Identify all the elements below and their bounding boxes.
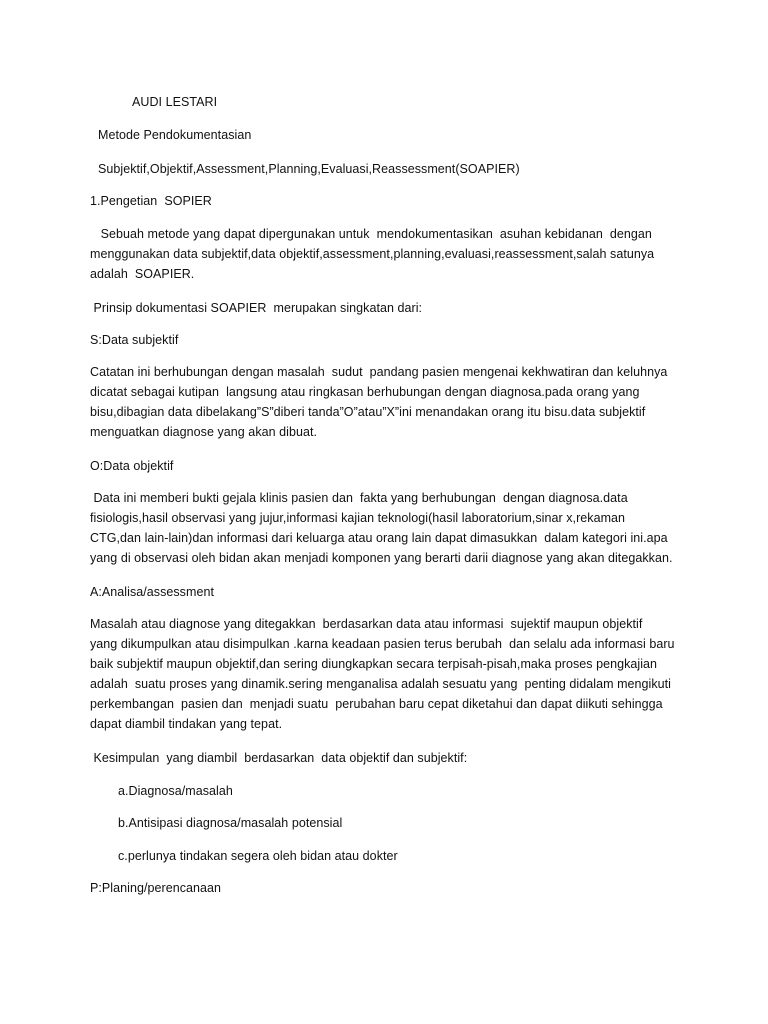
s-paragraph-line: dicatat sebagai kutipan langsung atau ringkasan berhubungan dengan diagnosa.pada orang yang [90,385,640,399]
a-paragraph-line: Masalah atau diagnose yang ditegakkan berdasarkan data atau informasi sujektif maupun objektif [90,617,643,631]
conclusion-item: b.Antisipasi diagnosa/masalah potensial [118,816,343,830]
conclusion-line: Kesimpulan yang diambil berdasarkan data objektif dan subjektif: [90,751,468,765]
conclusion-item: a.Diagnosa/masalah [118,784,233,798]
s-paragraph-line: Catatan ini berhubungan dengan masalah sudut pandang pasien mengenai kekhwatiran dan keluhnya [90,365,668,379]
s-paragraph-line: menguatkan diagnose yang akan dibuat. [90,425,318,439]
acronym-expansion: Subjektif,Objektif,Assessment,Planning,Evaluasi,Reassessment(SOAPIER) [98,162,520,176]
o-paragraph-line: yang di observasi oleh bidan akan menjadi komponen yang berarti darii diagnose yang akan ditegakkan. [90,551,673,565]
a-heading: A:Analisa/assessment [90,585,214,599]
p-heading: P:Planing/perencanaan [90,881,222,895]
a-paragraph-line: yang dikumpulkan atau disimpulkan .karna keadaan pasien terus berubah dan selalu ada informasi baru [90,637,675,651]
o-paragraph-line: fisiologis,hasil observasi yang jujur,informasi kajian teknologi(hasil laboratorium,sinar x,rekaman [90,511,626,525]
o-heading: O:Data objektif [90,459,174,473]
document-topic: Metode Pendokumentasian [98,128,252,142]
principle-line: Prinsip dokumentasi SOAPIER merupakan singkatan dari: [90,301,423,315]
author-name: AUDI LESTARI [132,95,218,109]
conclusion-item: c.perlunya tindakan segera oleh bidan atau dokter [118,849,398,863]
o-paragraph-line: Data ini memberi bukti gejala klinis pasien dan fakta yang berhubungan dengan diagnosa.data [90,491,628,505]
a-paragraph-line: baik subjektif maupun objektif,dan sering diungkapkan secara terpisah-pisah,maka proses pengkajian [90,657,658,671]
s-heading: S:Data subjektif [90,333,179,347]
a-paragraph-line: adalah suatu proses yang dinamik.sering menganalisa adalah sesuatu yang penting didalam mengikuti [90,677,672,691]
intro-line: Sebuah metode yang dapat dipergunakan untuk mendokumentasikan asuhan kebidanan dengan [90,227,652,241]
a-paragraph-line: dapat diambil tindakan yang tepat. [90,717,283,731]
section1-heading: 1.Pengetian SOPIER [90,194,212,208]
a-paragraph-line: perkembangan pasien dan menjadi suatu perubahan baru cepat diketahui dan dapat diikuti sehingga [90,697,663,711]
o-paragraph-line: CTG,dan lain-lain)dan informasi dari keluarga atau orang lain dapat dimasukkan dalam kategori ini.apa [90,531,668,545]
intro-line: adalah SOAPIER. [90,267,195,281]
s-paragraph-line: bisu,dibagian data dibelakang”S”diberi tanda”O”atau”X”ini menandakan orang itu bisu.data subjektif [90,405,646,419]
intro-line: menggunakan data subjektif,data objektif,assessment,planning,evaluasi,reassessment,salah satunya [90,247,655,261]
